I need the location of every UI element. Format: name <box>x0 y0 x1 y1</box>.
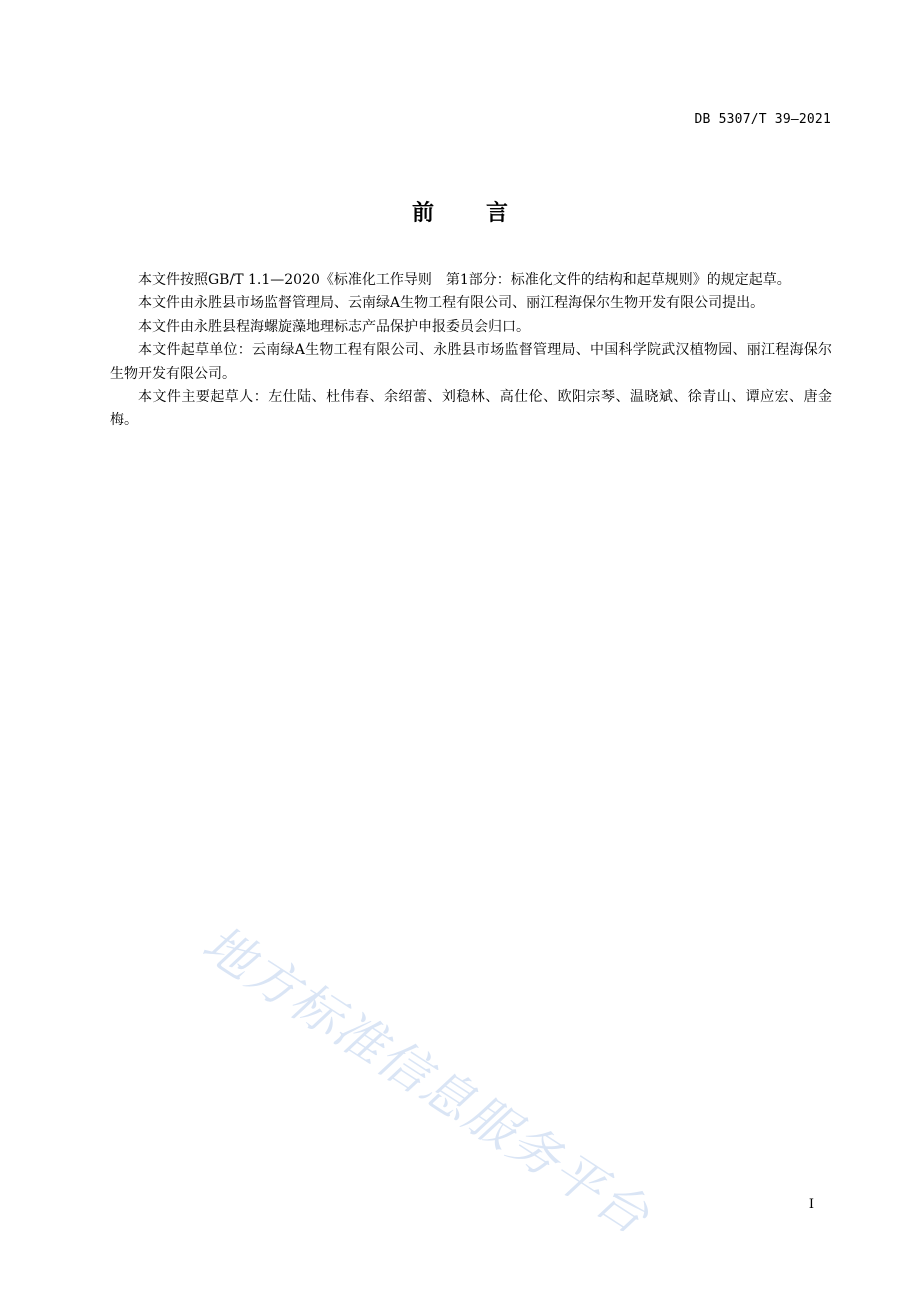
foreword-body <box>110 269 832 433</box>
paragraph-proposer: 本文件由永胜县市场监督管理局、云南绿A生物工程有限公司、丽江程海保尔生物开发有限公司提出。 <box>138 295 765 312</box>
page-number: I <box>808 1197 814 1212</box>
paragraph-drafting-basis: 本文件按照GB/T 1.1—2020《标准化工作导则 第1部分：标准化文件的结构和起草规则》的规定起草。 <box>138 272 791 288</box>
paragraph-drafting-units: 本文件起草单位：云南绿A生物工程有限公司、永胜县市场监督管理局、中国科学院武汉植物园、丽江程海保尔生物开发有限公司。 <box>110 342 832 382</box>
paragraph-administrator: 本文件由永胜县程海螺旋藻地理标志产品保护申报委员会归口。 <box>138 318 530 335</box>
paragraph-drafters: 本文件主要起草人：左仕陆、杜伟春、余绍蕾、刘稳林、高仕伦、欧阳宗琴、温晓斌、徐青山、谭应宏、唐金梅。 <box>110 389 832 429</box>
document-code: DB 5307/T 39—2021 <box>694 112 831 127</box>
watermark: 地方标准信息服务平台 <box>192 914 661 1247</box>
page-title: 前言 <box>411 201 560 226</box>
